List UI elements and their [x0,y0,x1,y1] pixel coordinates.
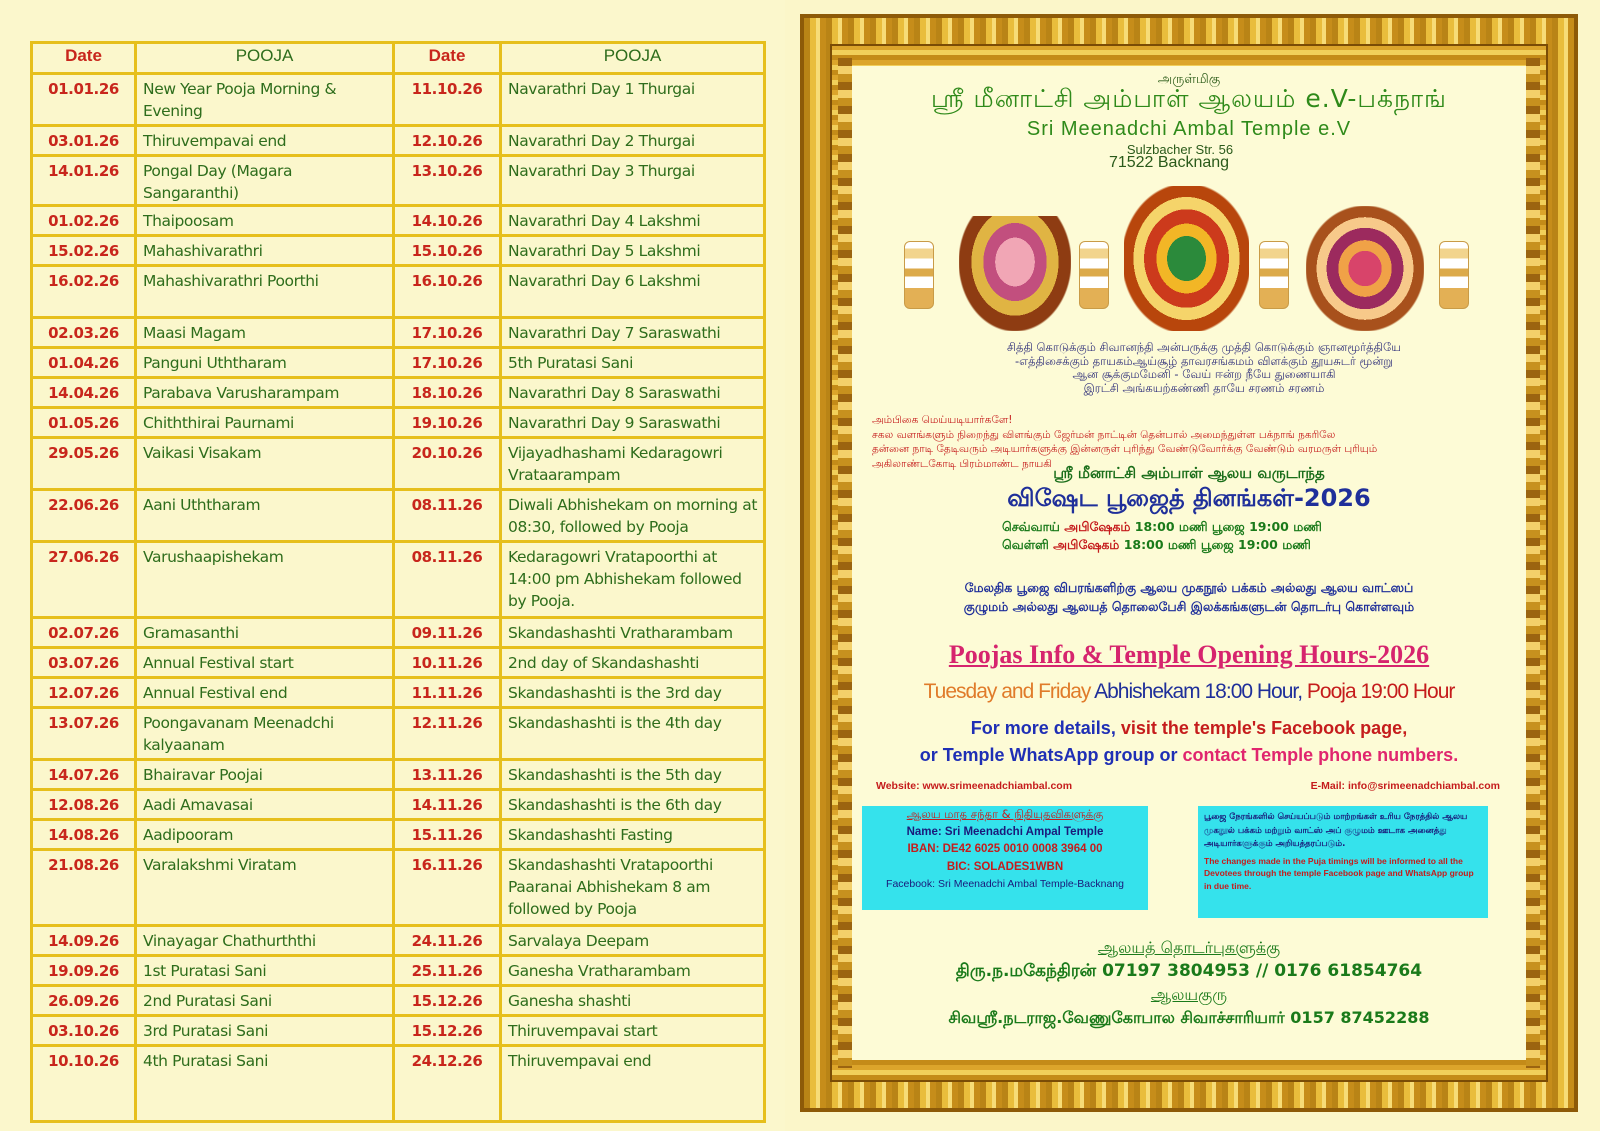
date-cell: 12.11.26 [394,708,501,760]
notice-tamil: பூஜை நேரங்களில் செய்யப்படும் மாற்றங்கள் உரிய நேரத்தில் ஆலய முகநூல் பக்கம் மற்றும் வாட்ஸ் அப் குழுமம் ஊடாக அனைத்து அடியார்களுக்கும் அறியத்தரப்படும். [1204,812,1468,849]
details-line-2 [852,745,1526,766]
pooja-cell: Skandashashti is the 6th day [501,790,765,820]
date-cell: 10.11.26 [394,648,501,678]
pooja-cell: Panguni Uththaram [136,348,394,378]
pooja-cell: Chiththirai Paurnami [136,408,394,438]
pooja-cell: Vinayagar Chathurththi [136,926,394,956]
date-header: Date [394,43,501,74]
date-cell: 03.10.26 [32,1016,136,1046]
bank-details-box [862,806,1148,910]
date-cell: 11.10.26 [394,74,501,126]
date-cell: 14.04.26 [32,378,136,408]
date-cell: 16.10.26 [394,266,501,318]
day-label: செவ்வாய் [1002,519,1060,534]
pooja-cell: Diwali Abhishekam on morning at 08:30, followed by Pooja [501,490,765,542]
table-row [32,206,765,236]
pooja-cell: 5th Puratasi Sani [501,348,765,378]
temple-name-tamil: ஸ்ரீ மீனாட்சி அம்பாள் ஆலயம் e.V-பக்நாங் [931,84,1447,113]
date-cell: 14.10.26 [394,206,501,236]
table-row [32,542,765,618]
meenakshi-amman-deity-image [1124,186,1249,331]
murugan-deity-image [1306,206,1424,331]
pooja-cell: 2nd Puratasi Sani [136,986,394,1016]
pooja-cell: Navarathri Day 2 Thurgai [501,126,765,156]
ganesha-deity-image [959,216,1071,331]
pooja-cell: Ganesha Vratharambam [501,956,765,986]
date-cell: 09.11.26 [394,618,501,648]
pooja-cell: Poongavanam Meenadchi kalyaanam [136,708,394,760]
pooja-cell: Ganesha shashti [501,986,765,1016]
date-cell: 21.08.26 [32,850,136,926]
table-row [32,408,765,438]
friday-hours-tamil [1002,537,1311,554]
pooja-cell: Thiruvempavai start [501,1016,765,1046]
pooja-cell: Thiruvempavai end [501,1046,765,1122]
pooja-cell: Thaipoosam [136,206,394,236]
pooja-cell: Skandashashti is the 3rd day [501,678,765,708]
special-pooja-days-heading: விஷேட பூஜைத் தினங்கள்-2026 [1007,484,1371,512]
date-cell: 16.11.26 [394,850,501,926]
pillar-right [1526,58,1540,1068]
abhishekam-label: அபிஷேகம் [1064,519,1131,534]
temple-honorific: அருள்மிகு [1157,72,1221,87]
date-cell: 01.04.26 [32,348,136,378]
date-cell: 10.10.26 [32,1046,136,1122]
tuesday-hours-tamil [1002,519,1322,536]
date-cell: 01.05.26 [32,408,136,438]
temple-street: Sulzbacher Str. 56 [1126,142,1234,157]
pooja-header: POOJA [136,43,394,74]
pooja-cell: Navarathri Day 8 Saraswathi [501,378,765,408]
oil-lamp-icon [1259,241,1289,309]
pooja-cell: Varushaapishekam [136,542,394,618]
temple-city: 71522 Backnang [1108,154,1230,171]
date-cell: 13.07.26 [32,708,136,760]
pooja-cell: Bhairavar Poojai [136,760,394,790]
date-cell: 15.10.26 [394,236,501,266]
pooja-cell: Vaikasi Visakam [136,438,394,490]
facebook-page: Facebook: Sri Meenadchi Ambal Temple-Backnang [886,878,1124,890]
date-cell: 13.10.26 [394,156,501,206]
pooja-cell: Mahashivarathri Poorthi [136,266,394,318]
date-header: Date [32,43,136,74]
date-cell: 15.11.26 [394,820,501,850]
pooja-cell: Aani Uththaram [136,490,394,542]
date-cell: 15.02.26 [32,236,136,266]
pooja-cell: Vijayadhashami Kedaragowri Vrataarampam [501,438,765,490]
timing-change-notice [1198,806,1488,918]
temple-contacts-title: ஆலயத் தொடர்புகளுக்கு [1097,938,1281,957]
time-label: 18:00 மணி பூஜை 19:00 மணி [1123,537,1311,552]
pooja-cell: 4th Puratasi Sani [136,1046,394,1122]
contact-line: மேலதிக பூஜை விபரங்களிற்கு ஆலய முகநூல் பக்கம் அல்லது ஆலய வாட்ஸப் [964,580,1414,595]
message-line: தன்னை நாடி தேடிவரும் அடியார்களுக்கு இன்னருள் புரிந்து வேண்டுவோர்க்கு வேண்டும் வரமருள் புரியும் [872,443,1378,455]
date-cell: 19.09.26 [32,956,136,986]
pooja-cell: Navarathri Day 3 Thurgai [501,156,765,206]
date-cell: 08.11.26 [394,490,501,542]
facebook-text: visit the temple's Facebook page, [1120,718,1408,738]
oil-lamp-icon [904,241,934,309]
pooja-cell: Skandashashti Vratharambam [501,618,765,648]
details-text: For more details, [970,718,1121,738]
date-cell: 16.02.26 [32,266,136,318]
date-cell: 14.08.26 [32,820,136,850]
deity-images-row [904,186,1474,331]
table-row [32,708,765,760]
date-cell: 03.01.26 [32,126,136,156]
date-cell: 22.06.26 [32,490,136,542]
website-link[interactable]: Website: www.srimeenadchiambal.com [876,780,1073,792]
table-row [32,1016,765,1046]
pooja-cell: Navarathri Day 9 Saraswathi [501,408,765,438]
date-cell: 12.10.26 [394,126,501,156]
pooja-cell: Gramasanthi [136,618,394,648]
whatsapp-text: or Temple WhatsApp group [919,745,1160,765]
temple-name-english: Sri Meenadchi Ambal Temple e.V [1026,118,1352,140]
pooja-time: Pooja 19:00 Hour [1306,680,1455,703]
donation-title: ஆலய மாத சந்தா & நிதியுதவிகளுக்கு [906,807,1104,821]
table-row [32,926,765,956]
table-row [32,490,765,542]
date-cell: 14.09.26 [32,926,136,956]
date-cell: 24.11.26 [394,926,501,956]
message-line: அம்பிகை மெய்யடியார்களே! [872,414,1013,426]
date-cell: 12.08.26 [32,790,136,820]
table-row [32,438,765,490]
date-cell: 01.01.26 [32,74,136,126]
date-cell: 24.12.26 [394,1046,501,1122]
date-cell: 18.10.26 [394,378,501,408]
table-row [32,156,765,206]
table-row [32,236,765,266]
date-cell: 17.10.26 [394,318,501,348]
table-row [32,318,765,348]
date-cell: 29.05.26 [32,438,136,490]
pooja-cell: Sarvalaya Deepam [501,926,765,956]
pooja-cell: 2nd day of Skandashashti [501,648,765,678]
date-cell: 02.07.26 [32,618,136,648]
bic: BIC: SOLADES1WBN [946,860,1064,873]
contact-phone-numbers: திரு.ந.மகேந்திரன் 07197 3804953 // 0176 61854764 [955,961,1423,981]
date-cell: 15.12.26 [394,986,501,1016]
date-cell: 11.11.26 [394,678,501,708]
pooja-cell: Kedaragowri Vratapoorthi at 14:00 pm Abhishekam followed by Pooja. [501,542,765,618]
poojas-info-heading: Poojas Info & Temple Opening Hours-2026 [948,640,1430,669]
account-name: Name: Sri Meenadchi Ampal Temple [906,825,1104,838]
notice-english: The changes made in the Puja timings will be informed to all the Devotees through the temple Facebook page and WhatsApp group in due time. [1204,855,1474,891]
pooja-cell: Annual Festival end [136,678,394,708]
table-row [32,956,765,986]
phone-text: contact Temple phone numbers. [1182,745,1459,765]
table-row [32,790,765,820]
table-row [32,74,765,126]
date-cell: 14.11.26 [394,790,501,820]
or-text: or [1159,745,1183,765]
pooja-cell: Thiruvempavai end [136,126,394,156]
table-row [32,1046,765,1122]
verse-line: -எத்திசைக்கும் தாயகம்ஆய்சூழ் தாவரசங்கமம் விளக்கும் தூயசுடர் மூன்று [1014,353,1394,368]
date-cell: 14.01.26 [32,156,136,206]
verse-line: சித்தி கொடுக்கும் சிவானந்தி அன்பருக்கு முத்தி கொடுக்கும் ஞானமூர்த்தியே [1006,340,1402,354]
table-row [32,378,765,408]
pooja-cell: Navarathri Day 7 Saraswathi [501,318,765,348]
date-cell: 19.10.26 [394,408,501,438]
table-row [32,348,765,378]
annual-heading-tamil: ஸ்ரீ மீனாட்சி அம்பாள் ஆலய வருடாந்த [1053,464,1325,482]
date-cell: 03.07.26 [32,648,136,678]
table-row [32,618,765,648]
table-row [32,986,765,1016]
pooja-schedule-table [30,41,766,1123]
date-cell: 08.11.26 [394,542,501,618]
date-cell: 25.11.26 [394,956,501,986]
date-cell: 20.10.26 [394,438,501,490]
pooja-cell: Navarathri Day 6 Lakshmi [501,266,765,318]
verse-line: இரட்சி அங்கயற்கண்ணி தாயே சரணம் சரணம் [1083,380,1325,395]
table-row [32,126,765,156]
pooja-cell: Maasi Magam [136,318,394,348]
devotee-message [872,413,1506,471]
iban: IBAN: DE42 6025 0010 0008 3964 00 [907,843,1103,855]
table-row [32,678,765,708]
pooja-cell: Pongal Day (Magara Sangaranthi) [136,156,394,206]
contact-line: குழுமம் அல்லது ஆலயத் தொலைபேசி இலக்கங்களுடன் தொடர்பு கொள்ளவும் [963,599,1415,614]
table-row [32,760,765,790]
details-line-1 [852,718,1526,739]
pillar-left [838,58,852,1068]
days-label: Tuesday and Friday [923,680,1095,703]
pooja-cell: 1st Puratasi Sani [136,956,394,986]
table-row [32,820,765,850]
schedule-page [0,0,785,1131]
temple-priest-title: ஆலயகுரு [1150,985,1228,1004]
date-cell: 27.06.26 [32,542,136,618]
pooja-cell: Skandashashti is the 5th day [501,760,765,790]
date-cell: 15.12.26 [394,1016,501,1046]
message-line: சகல வளங்களும் நிறைந்து விளங்கும் ஜேர்மன் நாட்டின் தென்பால் அமைந்துள்ள பக்நாங் நகரிலே [872,428,1336,441]
pooja-cell: Navarathri Day 5 Lakshmi [501,236,765,266]
pooja-cell: Aadipooram [136,820,394,850]
pooja-cell: Navarathri Day 1 Thurgai [501,74,765,126]
pooja-cell: Navarathri Day 4 Lakshmi [501,206,765,236]
pooja-cell: New Year Pooja Morning & Evening [136,74,394,126]
verse-line: ஆன சூக்குமமேனி - வேய் ஈன்ற நீயே துணையாகி [1072,367,1336,381]
date-cell: 14.07.26 [32,760,136,790]
email-link[interactable]: E-Mail: info@srimeenadchiambal.com [1310,780,1500,792]
date-cell: 17.10.26 [394,348,501,378]
contact-info-tamil [872,578,1506,616]
temple-priest-contact: சிவஸ்ரீ.நடராஜ.வேணுகோபால சிவாச்சாரியார் 0157 87452288 [948,1008,1430,1027]
table-header-row [32,43,765,74]
message-line: அகிலாண்டகோடி பிரம்மாண்ட நாயகி [872,457,1052,470]
day-label: வெள்ளி [1002,537,1049,552]
date-cell: 26.09.26 [32,986,136,1016]
time-label: 18:00 மணி பூஜை 19:00 மணி [1134,519,1322,534]
table-row [32,850,765,926]
pooja-cell: Varalakshmi Viratam [136,850,394,926]
flyer-content [852,66,1526,1060]
date-cell: 01.02.26 [32,206,136,236]
oil-lamp-icon [1439,241,1469,309]
opening-hours-english [852,680,1526,704]
date-cell: 12.07.26 [32,678,136,708]
date-cell: 13.11.26 [394,760,501,790]
pooja-cell: Annual Festival start [136,648,394,678]
pooja-cell: Parabava Varusharampam [136,378,394,408]
abhishekam-time: Abhishekam 18:00 Hour, [1094,680,1307,703]
devotional-verse [902,341,1506,395]
pooja-cell: Skandashashti Vratapoorthi Paaranai Abhishekam 8 am followed by Pooja [501,850,765,926]
oil-lamp-icon [1079,241,1109,309]
table-row [32,648,765,678]
pooja-cell: Skandashashti is the 4th day [501,708,765,760]
temple-flyer [800,14,1578,1112]
pooja-cell: Skandashashti Fasting [501,820,765,850]
pooja-cell: Aadi Amavasai [136,790,394,820]
pooja-cell: Mahashivarathri [136,236,394,266]
pooja-cell: 3rd Puratasi Sani [136,1016,394,1046]
abhishekam-label: அபிஷேகம் [1053,537,1120,552]
table-row [32,266,765,318]
pooja-header: POOJA [501,43,765,74]
date-cell: 02.03.26 [32,318,136,348]
